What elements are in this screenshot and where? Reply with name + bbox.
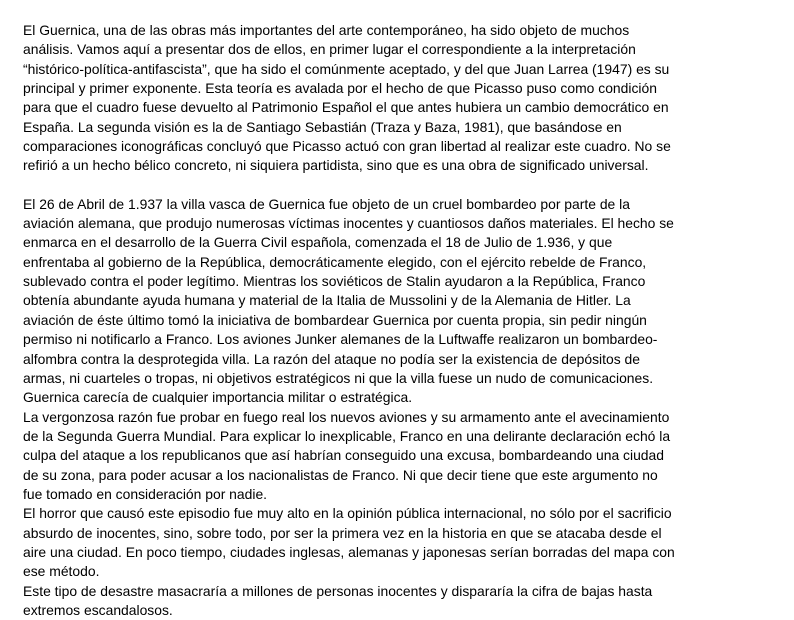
document-page: [23, 21, 775, 620]
paragraph-spacer: [23, 176, 775, 195]
paragraph-bombing-history: El 26 de Abril de 1.937 la villa vasca de Guernica fue objeto de un cruel bombardeo por parte de la aviación alemana, que produjo numerosas víctimas inocentes y cuantiosos daños materiales. El hecho se enmarca en el desarrollo de la Guerra Civil española, comenzada el 18 de Julio de 1.936, y que enfrentaba al gobierno de la República, democráticamente elegido, con el ejército rebelde de Franco, sublevado contra el poder legítimo. Mientras los soviéticos de Stalin ayudaron a la República, Franco obtenía abundante ayuda humana y material de la Italia de Mussolini y de la Alemania de Hitler. La aviación de éste último tomó la iniciativa de bombardear Guernica por cuenta propia, sin pedir ningún permiso ni notificarlo a Franco. Los aviones Junker alemanes de la Luftwaffe realizaron un bombardeo- alfombra contra la desprotegida villa. La razón del ataque no podía ser la existencia de depósitos de armas, ni cuarteles o tropas, ni objetivos estratégicos ni que la villa fuese un nudo de comunicaciones. Guernica carecía de cualquier importancia militar o estratégica.: [23, 195, 674, 406]
paragraph-analysis-intro: El Guernica, una de las obras más importantes del arte contemporáneo, ha sido objeto de muchos análisis. Vamos aquí a presentar dos de ellos, en primer lugar el correspondiente a la interpretación “histórico-política-antifascista”, que ha sido el comúnmente aceptado, y del que Juan Larrea (1947) es su principal y primer exponente. Esta teoría es avalada por el hecho de que Picasso puso como condición para que el cuadro fuese devuelto al Patrimonio Español el que antes hubiera un cambio democrático en España. La segunda visión es la de Santiago Sebastián (Traza y Baza, 1981), que basándose en comparaciones iconográficas concluyó que Picasso actuó con gran libertad al realizar este cuadro. No se refirió a un hecho bélico concreto, ni siquiera partidista, sino que es una obra de significado universal.: [23, 22, 671, 174]
paragraph-shameful-reason: La vergonzosa razón fue probar en fuego real los nuevos aviones y su armamento ante el avecinamiento de la Segunda Guerra Mundial. Para explicar lo inexplicable, Franco en una delirante declaración echó la culpa del ataque a los republicanos que así habrían conseguido una excusa, bombardeando una ciudad de su zona, para poder acusar a los nacionalistas de Franco. Ni que decir tiene que este argumento no fue tomado en consideración por nadie.: [23, 408, 671, 502]
paragraph-international-horror: El horror que causó este episodio fue muy alto en la opinión pública internacional, no sólo por el sacrificio absurdo de inocentes, sino, sobre todo, por ser la primera vez en la historia en que se atacaba desde el aire una ciudad. En poco tiempo, ciudades inglesas, alemanas y japonesas serían borradas del mapa con ese método.: [23, 505, 675, 580]
paragraph-consequences: Este tipo de desastre masacraría a millones de personas inocentes y dispararía la cifra de bajas hasta extremos escandalosos.: [23, 582, 653, 618]
